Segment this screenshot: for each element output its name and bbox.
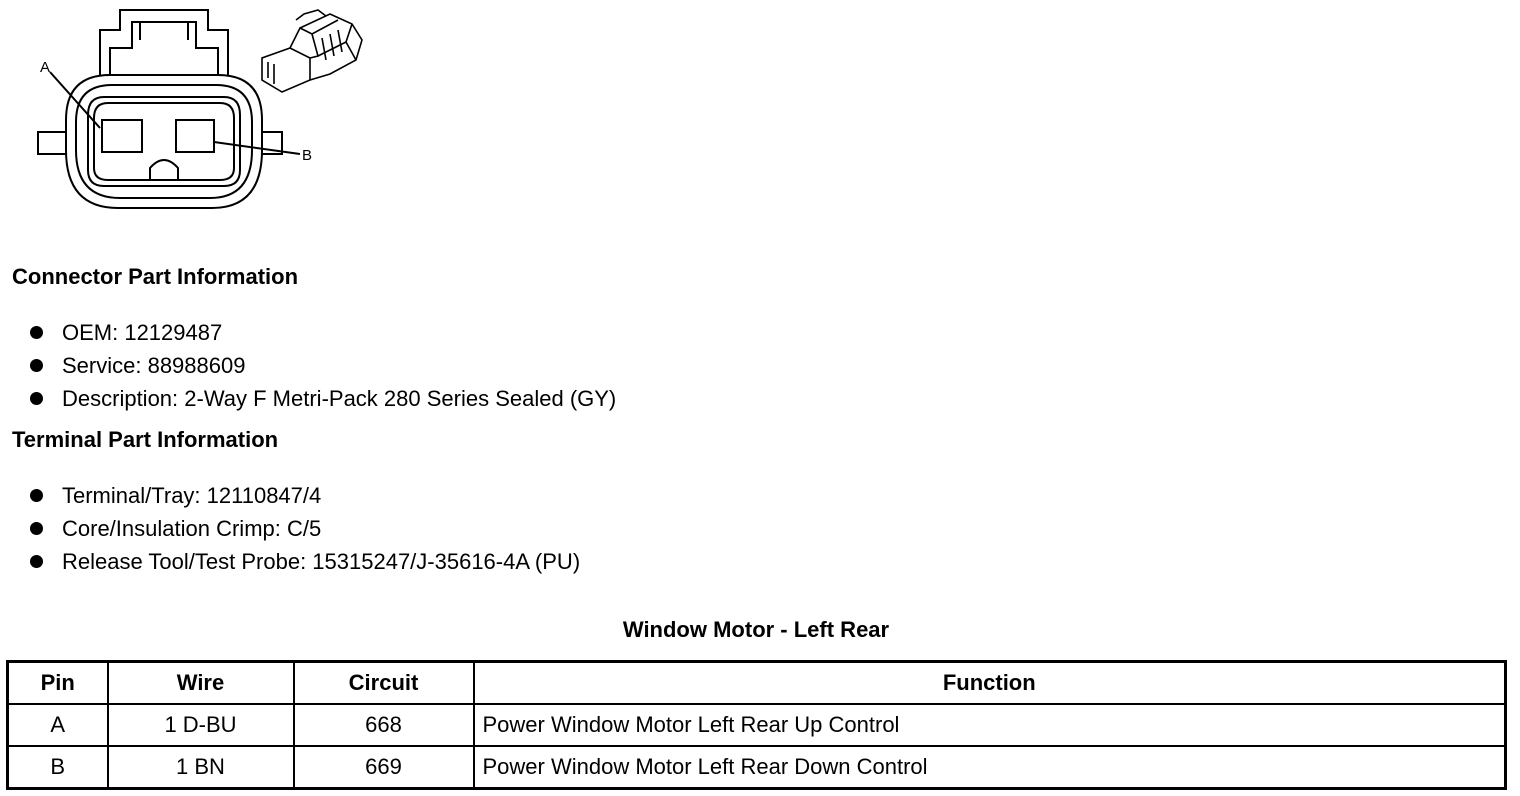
column-header-wire: Wire xyxy=(108,662,294,705)
table-header-row xyxy=(8,662,1506,705)
cell-function: Power Window Motor Left Rear Down Control xyxy=(474,746,1506,789)
cell-function: Power Window Motor Left Rear Up Control xyxy=(474,704,1506,746)
cell-pin: A xyxy=(8,704,108,746)
cell-wire: 1 D-BU xyxy=(108,704,294,746)
pinout-table xyxy=(6,660,1507,790)
list-item xyxy=(28,545,580,578)
bullet-icon xyxy=(30,489,43,502)
column-header-pin: Pin xyxy=(8,662,108,705)
connector-part-info-heading: Connector Part Information xyxy=(12,264,299,289)
cell-wire: 1 BN xyxy=(108,746,294,789)
table-row xyxy=(8,704,1506,746)
table-row xyxy=(8,746,1506,789)
list-item xyxy=(28,382,616,415)
bullet-icon xyxy=(30,555,43,568)
list-item xyxy=(28,316,616,349)
connector-description: Description: 2-Way F Metri-Pack 280 Series Sealed (GY) xyxy=(62,386,617,411)
pin-b-label: B xyxy=(302,147,313,164)
release-tool-test-probe: Release Tool/Test Probe: 15315247/J-35616-4A (PU) xyxy=(62,549,581,574)
service-part-number: Service: 88988609 xyxy=(62,353,246,378)
connector-face-diagram xyxy=(0,0,380,225)
table-title: Window Motor - Left Rear xyxy=(622,617,890,642)
list-item xyxy=(28,479,580,512)
bullet-icon xyxy=(30,359,43,372)
cell-pin: B xyxy=(8,746,108,789)
connector-part-info-list xyxy=(28,316,616,415)
oem-part-number: OEM: 12129487 xyxy=(62,320,223,345)
bullet-icon xyxy=(30,326,43,339)
core-insulation-crimp: Core/Insulation Crimp: C/5 xyxy=(62,516,322,541)
bullet-icon xyxy=(30,522,43,535)
list-item xyxy=(28,512,580,545)
pin-a-label: A xyxy=(40,59,51,76)
terminal-part-info-heading: Terminal Part Information xyxy=(12,427,279,452)
bullet-icon xyxy=(30,392,43,405)
cell-circuit: 668 xyxy=(294,704,474,746)
column-header-circuit: Circuit xyxy=(294,662,474,705)
list-item xyxy=(28,349,616,382)
terminal-tray: Terminal/Tray: 12110847/4 xyxy=(62,483,322,508)
terminal-part-info-list xyxy=(28,479,580,578)
cell-circuit: 669 xyxy=(294,746,474,789)
column-header-function: Function xyxy=(474,662,1506,705)
